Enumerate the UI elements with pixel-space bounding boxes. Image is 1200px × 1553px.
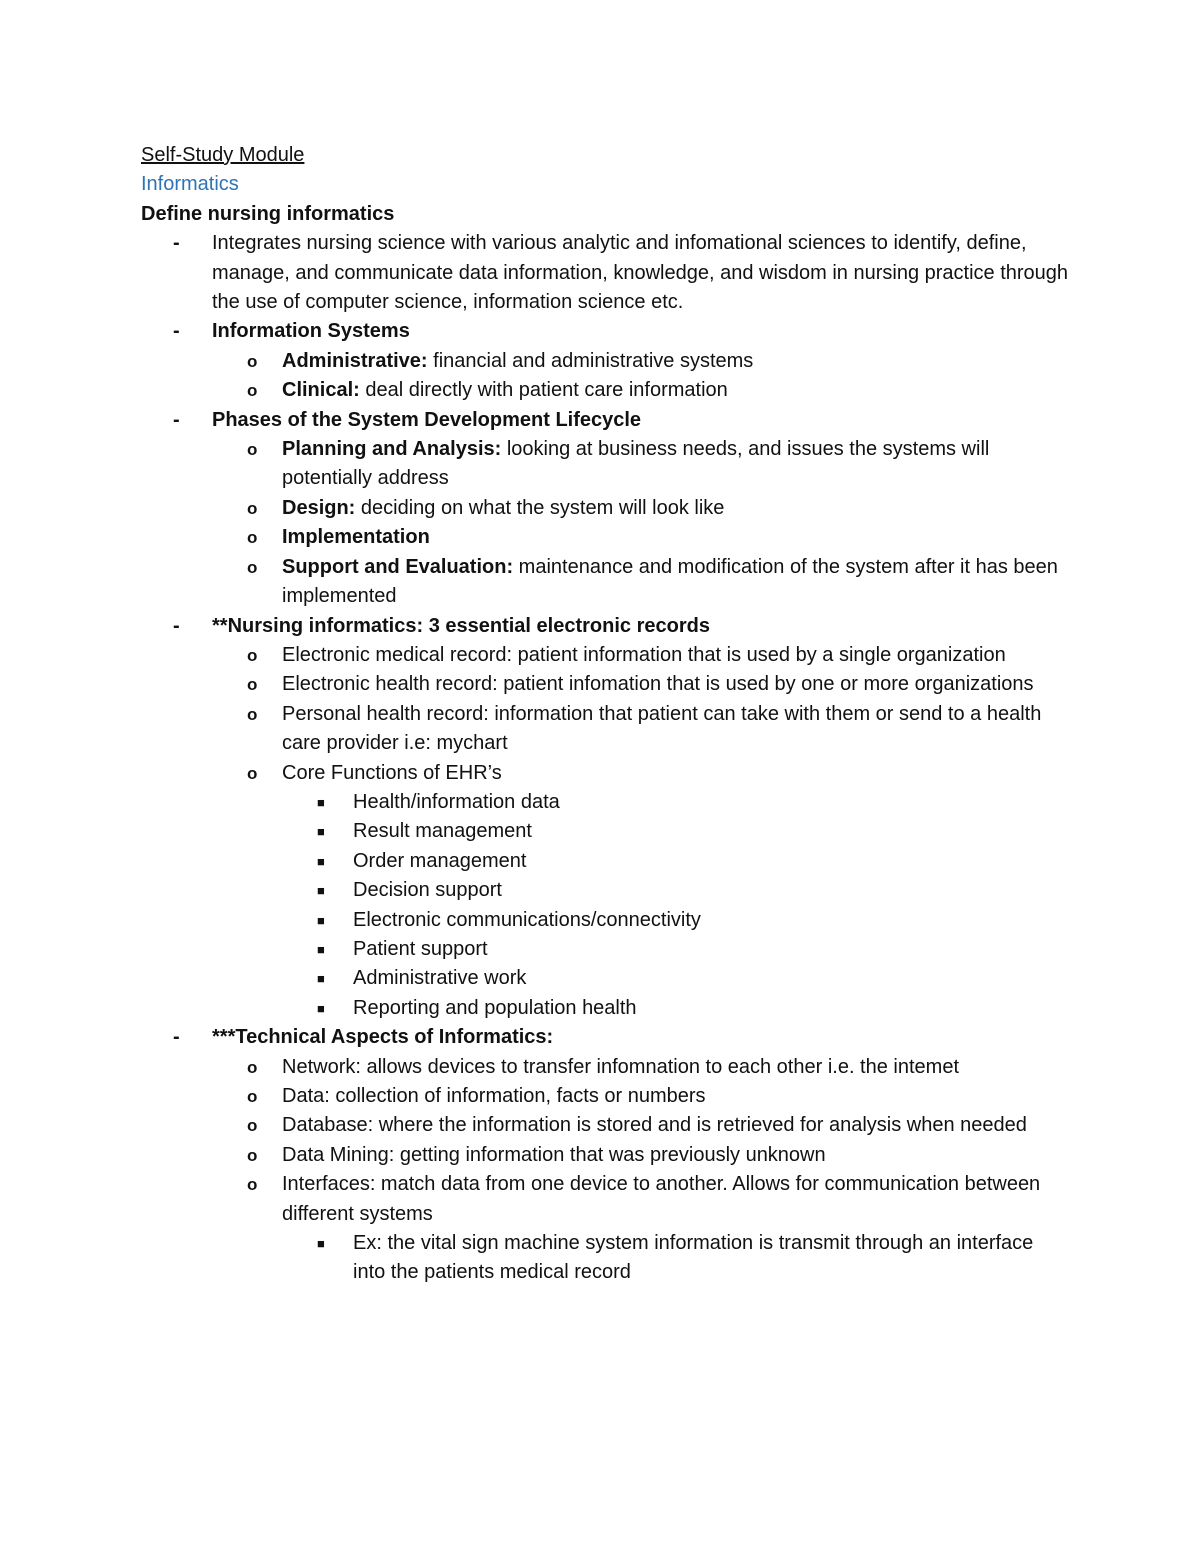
function-text: Patient support	[353, 937, 488, 960]
list-item-phases	[141, 406, 1071, 435]
circle-bullet: o	[247, 440, 258, 460]
dash-bullet: -	[173, 614, 180, 637]
clinical-label: Clinical:	[282, 379, 360, 402]
circle-bullet: o	[247, 1057, 258, 1077]
function-text: Administrative work	[353, 967, 527, 990]
support-label: Support and Evaluation:	[282, 555, 514, 578]
square-bullet: ■	[317, 853, 325, 869]
dash-bullet: -	[173, 320, 180, 343]
list-item-ehr	[141, 670, 1071, 699]
list-item-administrative	[141, 347, 1071, 376]
dash-bullet: -	[173, 1026, 180, 1049]
document-title: Self-Study Module	[141, 144, 305, 166]
square-bullet: ■	[317, 912, 325, 928]
list-item-phr	[141, 700, 1071, 759]
list-item-data-mining	[141, 1141, 1071, 1170]
design-label: Design:	[282, 496, 356, 519]
circle-bullet: o	[247, 528, 258, 548]
list-item-emr	[141, 641, 1071, 670]
square-bullet: ■	[317, 824, 325, 840]
function-text: Result management	[353, 820, 532, 843]
list-item-data	[141, 1082, 1071, 1111]
circle-bullet: o	[247, 1175, 258, 1195]
list-item-support	[141, 553, 1071, 612]
list-item-function	[141, 994, 1071, 1023]
planning-label: Planning and Analysis:	[282, 438, 502, 461]
circle-bullet: o	[247, 1145, 258, 1165]
dash-bullet: -	[173, 232, 180, 255]
implementation-label: Implementation	[282, 526, 430, 549]
emr-text: Electronic medical record: patient information that is used by a single organization	[282, 643, 1006, 666]
list-item-definition	[141, 229, 1071, 317]
document-subtitle: Informatics	[141, 173, 239, 196]
ehr-text: Electronic health record: patient infomation that is used by one or more organizations	[282, 673, 1034, 696]
phr-text: Personal health record: information that patient can take with them or send to a health care provider i.e: mychart	[282, 702, 1042, 755]
list-item-function	[141, 906, 1071, 935]
list-item-planning	[141, 435, 1071, 494]
circle-bullet: o	[247, 645, 258, 665]
list-item-interfaces	[141, 1170, 1071, 1229]
planning-text: looking at business needs, and issues the systems will potentially address	[282, 438, 990, 490]
list-item-function	[141, 935, 1071, 964]
interfaces-text: Interfaces: match data from one device to another. Allows for communication between different systems	[282, 1173, 1041, 1225]
data-mining-text: Data Mining: getting information that was previously unknown	[282, 1143, 826, 1166]
administrative-label: Administrative:	[282, 349, 428, 372]
database-text: Database: where the information is stored and is retrieved for analysis when needed	[282, 1114, 1027, 1137]
support-text: maintenance and modification of the system after it has been implemented	[282, 555, 1058, 608]
circle-bullet: o	[247, 381, 258, 401]
square-bullet: ■	[317, 883, 325, 899]
function-text: Decision support	[353, 879, 502, 902]
square-bullet: ■	[317, 1236, 325, 1252]
technical-heading: ***Technical Aspects of Informatics:	[212, 1026, 554, 1049]
function-text: Reporting and population health	[353, 996, 637, 1019]
information-systems-heading: Information Systems	[212, 320, 410, 343]
list-item-records	[141, 612, 1071, 641]
circle-bullet: o	[247, 704, 258, 724]
phases-heading: Phases of the System Development Lifecycle	[212, 408, 642, 431]
records-heading: **Nursing informatics: 3 essential electronic records	[212, 614, 710, 637]
list-item-function	[141, 964, 1071, 993]
square-bullet: ■	[317, 971, 325, 987]
clinical-text: deal directly with patient care information	[359, 379, 728, 402]
list-item-function	[141, 847, 1071, 876]
circle-bullet: o	[247, 498, 258, 518]
list-item-function	[141, 788, 1071, 817]
function-text: Order management	[353, 849, 527, 872]
square-bullet: ■	[317, 1000, 325, 1016]
dash-bullet: -	[173, 408, 180, 431]
list-item-function	[141, 876, 1071, 905]
document-content	[141, 141, 1071, 1288]
circle-bullet: o	[247, 557, 258, 577]
list-item-network	[141, 1053, 1071, 1082]
list-item-database	[141, 1111, 1071, 1140]
circle-bullet: o	[247, 763, 258, 783]
circle-bullet: o	[247, 675, 258, 695]
list-item-technical	[141, 1023, 1071, 1052]
example-text: Ex: the vital sign machine system information is transmit through an interface into the patients medical record	[353, 1232, 1034, 1284]
square-bullet: ■	[317, 794, 325, 810]
list-item-core-functions	[141, 759, 1071, 788]
core-functions-label: Core Functions of EHR’s	[282, 761, 502, 784]
list-item-information-systems	[141, 317, 1071, 346]
function-text: Electronic communications/connectivity	[353, 908, 701, 931]
list-item-example	[141, 1229, 1071, 1288]
square-bullet: ■	[317, 941, 325, 957]
list-item-clinical	[141, 376, 1071, 405]
data-text: Data: collection of information, facts or numbers	[282, 1085, 706, 1107]
design-text: deciding on what the system will look like	[355, 496, 725, 519]
network-text: Network: allows devices to transfer infomnation to each other i.e. the intemet	[282, 1055, 960, 1078]
list-item-implementation	[141, 523, 1071, 552]
circle-bullet: o	[247, 351, 258, 371]
list-item-function	[141, 817, 1071, 846]
function-text: Health/information data	[353, 790, 560, 813]
section-heading: Define nursing informatics	[141, 202, 395, 225]
list-item-design	[141, 494, 1071, 523]
circle-bullet: o	[247, 1087, 258, 1106]
administrative-text: financial and administrative systems	[427, 349, 754, 372]
definition-text: Integrates nursing science with various analytic and infomational sciences to identify, define, manage, and communicate data information, knowledge, and wisdom in nursing practice through the use of computer science, information science etc.	[212, 232, 1069, 314]
circle-bullet: o	[247, 1116, 258, 1136]
